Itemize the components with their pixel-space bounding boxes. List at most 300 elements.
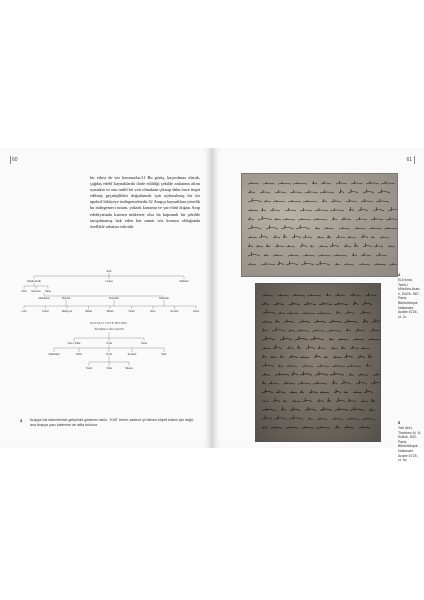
script-stroke bbox=[345, 311, 355, 314]
script-stroke bbox=[262, 415, 272, 419]
script-stroke bbox=[248, 217, 254, 220]
script-stroke bbox=[281, 407, 286, 411]
tree-node-label: Tulik bbox=[106, 367, 112, 370]
script-stroke bbox=[313, 381, 327, 384]
body-paragraph bbox=[90, 175, 200, 230]
script-stroke bbox=[262, 400, 269, 402]
script-stroke bbox=[361, 347, 370, 349]
script-stroke bbox=[300, 390, 304, 393]
script-stroke bbox=[315, 208, 328, 211]
script-stroke bbox=[341, 380, 351, 384]
script-stroke bbox=[335, 293, 345, 296]
script-stroke bbox=[350, 346, 359, 349]
script-stroke bbox=[349, 207, 354, 211]
script-stroke bbox=[334, 302, 348, 305]
script-stroke bbox=[327, 398, 331, 402]
script-stroke bbox=[248, 198, 262, 202]
script-stroke bbox=[305, 407, 316, 411]
script-stroke bbox=[263, 182, 275, 184]
script-stroke bbox=[336, 398, 345, 402]
script-stroke bbox=[300, 208, 312, 211]
script-stroke bbox=[271, 426, 282, 428]
script-stroke bbox=[369, 409, 374, 411]
script-stroke bbox=[350, 407, 364, 411]
page-margin-mark bbox=[414, 156, 415, 164]
script-stroke bbox=[354, 227, 366, 229]
script-stroke bbox=[363, 318, 368, 322]
script-stroke bbox=[275, 190, 286, 193]
script-stroke bbox=[278, 182, 291, 184]
script-stroke bbox=[262, 347, 271, 349]
tree-node-label: Celil bbox=[21, 310, 27, 313]
script-stroke bbox=[288, 329, 295, 331]
script-stroke bbox=[374, 244, 383, 247]
script-stroke bbox=[344, 319, 358, 322]
script-stroke bbox=[270, 208, 280, 211]
script-stroke bbox=[359, 263, 370, 265]
script-stroke bbox=[378, 189, 390, 193]
tree-node-label: Tumar bbox=[42, 310, 49, 313]
script-stroke bbox=[338, 338, 348, 340]
script-stroke bbox=[317, 312, 331, 314]
script-stroke bbox=[336, 311, 341, 314]
script-stroke bbox=[268, 381, 279, 384]
script-stroke bbox=[349, 373, 354, 375]
script-stroke bbox=[275, 319, 280, 322]
script-stroke bbox=[361, 253, 371, 256]
tree-node-label: Gubar bbox=[192, 310, 200, 313]
script-stroke bbox=[318, 254, 331, 256]
script-stroke bbox=[372, 318, 380, 322]
script-stroke bbox=[368, 338, 380, 340]
script-stroke bbox=[315, 371, 328, 375]
caption-3-number: 3 bbox=[20, 418, 23, 423]
script-stroke bbox=[350, 293, 361, 296]
script-stroke bbox=[366, 181, 379, 184]
tree-node-label: Muhtelili bbox=[159, 297, 169, 300]
tree-node-label: Hayalik bbox=[61, 297, 71, 300]
tree-node-label: Rika bbox=[150, 310, 156, 313]
script-stroke bbox=[290, 407, 300, 411]
script-stroke bbox=[288, 254, 299, 256]
script-stroke bbox=[301, 426, 314, 428]
script-stroke bbox=[330, 208, 344, 211]
script-stroke bbox=[313, 218, 327, 220]
script-stroke bbox=[381, 181, 395, 184]
script-stroke bbox=[262, 310, 276, 314]
body-text: bir etkisi de söz konusudur.31 Bu görüş, kaçınılmaz olarak, çağdaş edebî kaynaklarda ifade edildiği şekilde anlatının altını oymakta ve onu tarihî bir veri olmaktan çıkarıp daha önce tespit edilmiş geçmişlikleri doğrulamak için uydurulmuş bir tür apokrif hikâyeye indirgemektedir.32 Arapça kaynaklara yönelik bu indirgemeci tutum, yüksek konumu ve yarı-dinî doğası Arap edebiyatında kısmen mükerrer olsa da kapsamlı bir şekilde tartışılmamış hak eden hat sanatı söz konusu olduğunda özellikle rahatsız edicidir. bbox=[90, 175, 201, 229]
script-stroke bbox=[353, 391, 362, 393]
tree-node-label: Matsumli bbox=[109, 297, 119, 300]
calligraphy-tree-diagram bbox=[14, 266, 204, 416]
script-stroke bbox=[293, 182, 307, 184]
script-stroke bbox=[262, 302, 269, 305]
script-stroke bbox=[283, 234, 287, 238]
script-stroke bbox=[319, 245, 328, 247]
tree-node-label: Sülüs bbox=[76, 353, 82, 356]
script-stroke bbox=[273, 254, 283, 256]
script-stroke bbox=[373, 373, 380, 375]
tree-svg bbox=[14, 266, 204, 416]
script-stroke bbox=[317, 417, 327, 419]
script-stroke bbox=[296, 225, 310, 229]
script-stroke bbox=[316, 261, 330, 265]
script-stroke bbox=[353, 301, 358, 305]
script-stroke bbox=[347, 365, 361, 367]
script-stroke bbox=[300, 356, 309, 358]
script-stroke bbox=[248, 190, 255, 193]
tree-node-label: Mekki-Nesih bbox=[27, 280, 41, 283]
script-stroke bbox=[281, 225, 294, 229]
script-stroke bbox=[274, 302, 284, 305]
script-stroke bbox=[258, 216, 272, 220]
script-stroke bbox=[331, 199, 341, 202]
script-stroke bbox=[261, 208, 266, 211]
script-stroke bbox=[333, 356, 342, 358]
script-stroke bbox=[277, 261, 284, 265]
script-stroke bbox=[312, 329, 325, 331]
tree-node-label: Rika bbox=[161, 353, 167, 356]
script-stroke bbox=[317, 346, 326, 349]
tree-node-label: Meveren bbox=[31, 290, 41, 293]
script-stroke bbox=[266, 225, 278, 229]
tree-node-label: Kufi bbox=[106, 270, 112, 273]
left-page bbox=[0, 148, 211, 448]
script-stroke bbox=[344, 425, 354, 428]
script-stroke bbox=[262, 355, 267, 358]
script-stroke bbox=[278, 312, 285, 314]
caption-3-text: Arapça hat kalemlerinin gelişimini gösteren tablo. "Kûfi" terimi, sadece iyi bilinen köşeli kalem için değil, ana Arapça yazı kalemine de atfta bulunur. bbox=[30, 418, 194, 427]
script-stroke bbox=[371, 217, 383, 220]
script-stroke bbox=[384, 227, 397, 229]
script-stroke bbox=[317, 399, 324, 402]
script-stroke bbox=[316, 426, 330, 428]
script-stroke bbox=[292, 400, 301, 402]
script-stroke bbox=[361, 400, 368, 402]
script-stroke bbox=[262, 336, 275, 340]
script-stroke bbox=[389, 263, 397, 265]
script-stroke bbox=[262, 389, 273, 393]
script-stroke bbox=[262, 328, 268, 331]
script-stroke bbox=[312, 181, 317, 184]
script-stroke bbox=[280, 355, 284, 358]
script-stroke bbox=[275, 244, 284, 247]
manuscript-image-4 bbox=[242, 174, 397, 276]
script-stroke bbox=[370, 328, 380, 331]
script-stroke bbox=[314, 319, 326, 322]
script-stroke bbox=[333, 254, 347, 256]
script-stroke bbox=[248, 225, 261, 229]
script-stroke bbox=[275, 372, 289, 375]
script-stroke bbox=[371, 399, 375, 402]
script-stroke bbox=[280, 336, 292, 340]
script-stroke bbox=[329, 319, 342, 322]
script-stroke bbox=[262, 408, 276, 411]
manuscript-script-lines bbox=[256, 284, 380, 441]
tree-node-label: Sikkin bbox=[85, 310, 92, 313]
script-stroke bbox=[261, 262, 275, 265]
tree-node-label: Tevki bbox=[106, 342, 112, 345]
script-stroke bbox=[386, 217, 397, 220]
tree-node-label: Reyhan bbox=[170, 310, 179, 313]
script-stroke bbox=[289, 415, 303, 419]
script-stroke bbox=[264, 200, 271, 202]
script-stroke bbox=[304, 302, 316, 305]
script-stroke bbox=[290, 190, 302, 193]
script-stroke bbox=[347, 236, 356, 238]
script-stroke bbox=[274, 218, 281, 220]
tree-node-label: Leukal bbox=[105, 280, 113, 283]
tree-node-label: Tevki bbox=[106, 353, 112, 356]
script-stroke bbox=[273, 235, 280, 238]
script-stroke bbox=[330, 371, 344, 375]
script-stroke bbox=[248, 244, 253, 247]
script-stroke bbox=[262, 363, 274, 367]
script-stroke bbox=[303, 235, 312, 238]
tree-node-label: Ayet-i Sülüs bbox=[67, 342, 81, 345]
script-stroke bbox=[388, 207, 397, 211]
caption-4-text: El-Esma, Tarih-i Müslüm-Arab-lı, 542/h. 587, Paris, Bibliothèque Nationale, Arabe 6726, vr. 2r. bbox=[398, 278, 421, 319]
tree-node-label: Nesih bbox=[85, 367, 93, 370]
script-stroke bbox=[286, 245, 295, 247]
script-stroke bbox=[336, 235, 345, 238]
script-stroke bbox=[285, 208, 296, 211]
script-stroke bbox=[344, 244, 351, 247]
script-stroke bbox=[335, 425, 340, 428]
tree-node-label: Muhakkak bbox=[38, 297, 50, 300]
script-stroke bbox=[346, 328, 351, 331]
tree-node-label: Reyhani bbox=[127, 353, 137, 356]
script-stroke bbox=[262, 381, 266, 384]
script-stroke bbox=[368, 354, 372, 358]
script-stroke bbox=[317, 365, 329, 367]
script-stroke bbox=[351, 181, 363, 184]
script-stroke bbox=[278, 365, 283, 367]
script-stroke bbox=[371, 380, 380, 384]
script-stroke bbox=[284, 319, 294, 322]
manuscript-image-5 bbox=[256, 284, 380, 441]
script-stroke bbox=[347, 399, 356, 402]
script-stroke bbox=[331, 347, 338, 349]
script-stroke bbox=[306, 345, 315, 349]
script-stroke bbox=[354, 243, 358, 247]
script-stroke bbox=[319, 302, 332, 305]
caption-5-number: 5 bbox=[398, 420, 401, 425]
script-stroke bbox=[292, 234, 301, 238]
script-stroke bbox=[270, 356, 277, 358]
script-stroke bbox=[366, 364, 371, 367]
script-stroke bbox=[317, 236, 324, 238]
script-stroke bbox=[332, 365, 345, 367]
script-stroke bbox=[344, 263, 354, 265]
script-stroke bbox=[344, 354, 353, 358]
script-stroke bbox=[332, 417, 343, 419]
tree-node-label: Mesk bbox=[45, 290, 51, 293]
script-stroke bbox=[335, 263, 340, 265]
tree-subtitle: HUTTAT-I SITTE METODU bbox=[90, 322, 128, 325]
script-stroke bbox=[321, 181, 331, 184]
script-stroke bbox=[309, 390, 318, 393]
script-stroke bbox=[248, 182, 259, 184]
script-stroke bbox=[302, 365, 313, 367]
script-stroke bbox=[262, 426, 268, 428]
script-stroke bbox=[301, 261, 314, 265]
tree-node-label: Muhkem bbox=[179, 280, 189, 283]
script-stroke bbox=[339, 189, 344, 193]
script-stroke bbox=[341, 217, 351, 220]
script-stroke bbox=[262, 294, 273, 296]
left-page-number: 60 bbox=[12, 157, 18, 163]
script-stroke bbox=[371, 236, 375, 238]
script-stroke bbox=[347, 417, 359, 419]
script-stroke bbox=[355, 328, 365, 331]
script-stroke bbox=[362, 301, 372, 305]
script-stroke bbox=[310, 336, 324, 340]
script-stroke bbox=[358, 207, 368, 211]
script-stroke bbox=[273, 345, 282, 349]
script-stroke bbox=[315, 227, 320, 229]
tree-node-label: Nesih bbox=[140, 342, 148, 345]
tree-subtitle-2: İbni Mukle ve İbni Cahuribi bbox=[94, 328, 124, 331]
right-page-number: 61 bbox=[406, 157, 412, 163]
script-stroke bbox=[274, 415, 287, 419]
script-stroke bbox=[373, 207, 384, 211]
script-stroke bbox=[283, 218, 295, 220]
script-stroke bbox=[348, 189, 358, 193]
script-stroke bbox=[374, 263, 386, 265]
script-stroke bbox=[344, 391, 348, 393]
script-stroke bbox=[363, 189, 374, 193]
script-stroke bbox=[303, 200, 317, 202]
script-stroke bbox=[308, 417, 313, 419]
script-stroke bbox=[287, 346, 294, 349]
script-stroke bbox=[277, 294, 289, 296]
script-stroke bbox=[332, 380, 337, 384]
script-stroke bbox=[364, 389, 373, 393]
script-stroke bbox=[361, 199, 373, 202]
script-stroke bbox=[356, 217, 367, 220]
script-stroke bbox=[329, 338, 334, 340]
script-stroke bbox=[283, 381, 295, 384]
script-stroke bbox=[388, 245, 395, 247]
script-stroke bbox=[300, 243, 307, 247]
script-stroke bbox=[359, 425, 370, 428]
tree-node-label: Hüsnü bbox=[106, 310, 114, 313]
script-stroke bbox=[369, 227, 382, 229]
tree-node-label: Muhakkak bbox=[48, 353, 60, 356]
tree-node-label: Şikeste bbox=[125, 367, 133, 370]
tree-node-label: Nesih bbox=[128, 310, 135, 313]
script-stroke bbox=[332, 217, 337, 220]
script-stroke bbox=[320, 407, 332, 411]
script-stroke bbox=[283, 400, 287, 402]
script-stroke bbox=[248, 209, 258, 211]
script-stroke bbox=[286, 261, 298, 265]
script-stroke bbox=[287, 365, 297, 367]
script-stroke bbox=[259, 234, 268, 238]
script-stroke bbox=[322, 199, 327, 202]
script-stroke bbox=[339, 227, 350, 229]
script-stroke bbox=[260, 190, 270, 193]
script-stroke bbox=[297, 345, 301, 349]
caption-4-number: 4 bbox=[398, 272, 401, 277]
script-stroke bbox=[289, 355, 298, 358]
script-stroke bbox=[290, 391, 297, 393]
script-stroke bbox=[289, 302, 300, 305]
script-stroke bbox=[353, 338, 364, 340]
script-stroke bbox=[276, 390, 285, 393]
script-stroke bbox=[248, 236, 257, 238]
script-stroke bbox=[302, 312, 315, 314]
script-stroke bbox=[327, 329, 341, 331]
script-stroke bbox=[358, 355, 365, 358]
script-stroke bbox=[303, 254, 315, 256]
script-stroke bbox=[310, 245, 314, 247]
script-stroke bbox=[292, 294, 305, 296]
script-stroke bbox=[307, 294, 321, 296]
script-stroke bbox=[248, 263, 256, 265]
caption-5-text: Yarı Ahri, Timbirez-N, 1f, Kutliık, 902. Paris, Bibliothèque Nationale, Arabe 6725, vr. 5v. bbox=[398, 426, 422, 463]
tree-node-label: Mail bbox=[21, 290, 27, 293]
script-stroke bbox=[256, 245, 263, 247]
script-stroke bbox=[335, 407, 348, 411]
book-spread bbox=[0, 148, 424, 463]
script-stroke bbox=[303, 398, 312, 402]
script-stroke bbox=[295, 336, 308, 340]
script-stroke bbox=[320, 391, 329, 393]
script-stroke bbox=[266, 244, 270, 247]
script-stroke bbox=[272, 327, 286, 331]
page-margin-mark bbox=[10, 156, 11, 164]
script-stroke bbox=[358, 373, 368, 375]
script-stroke bbox=[362, 417, 375, 419]
script-stroke bbox=[273, 398, 280, 402]
script-stroke bbox=[248, 252, 260, 256]
script-stroke bbox=[334, 389, 341, 393]
script-stroke bbox=[314, 354, 321, 358]
script-stroke bbox=[346, 199, 357, 202]
script-stroke bbox=[360, 311, 371, 314]
script-stroke bbox=[380, 236, 389, 238]
script-stroke bbox=[273, 200, 285, 202]
script-stroke bbox=[324, 227, 334, 229]
script-stroke bbox=[326, 293, 331, 296]
script-stroke bbox=[356, 380, 367, 384]
script-stroke bbox=[287, 312, 299, 314]
script-stroke bbox=[264, 254, 269, 256]
tree-node-label: Mukeyyet bbox=[61, 310, 73, 313]
script-stroke bbox=[363, 243, 372, 247]
script-stroke bbox=[336, 181, 347, 184]
script-stroke bbox=[262, 320, 272, 322]
script-stroke bbox=[330, 243, 339, 247]
script-stroke bbox=[376, 199, 389, 202]
script-stroke bbox=[262, 373, 270, 375]
script-stroke bbox=[298, 381, 311, 384]
script-stroke bbox=[300, 371, 312, 375]
manuscript-script-lines bbox=[242, 174, 397, 276]
script-stroke bbox=[361, 234, 368, 238]
script-stroke bbox=[320, 190, 334, 193]
script-stroke bbox=[291, 371, 298, 375]
script-stroke bbox=[324, 356, 328, 358]
script-stroke bbox=[341, 346, 345, 349]
script-stroke bbox=[352, 253, 357, 256]
script-stroke bbox=[299, 319, 310, 322]
script-stroke bbox=[297, 329, 309, 331]
script-stroke bbox=[286, 426, 298, 428]
script-stroke bbox=[327, 235, 331, 238]
